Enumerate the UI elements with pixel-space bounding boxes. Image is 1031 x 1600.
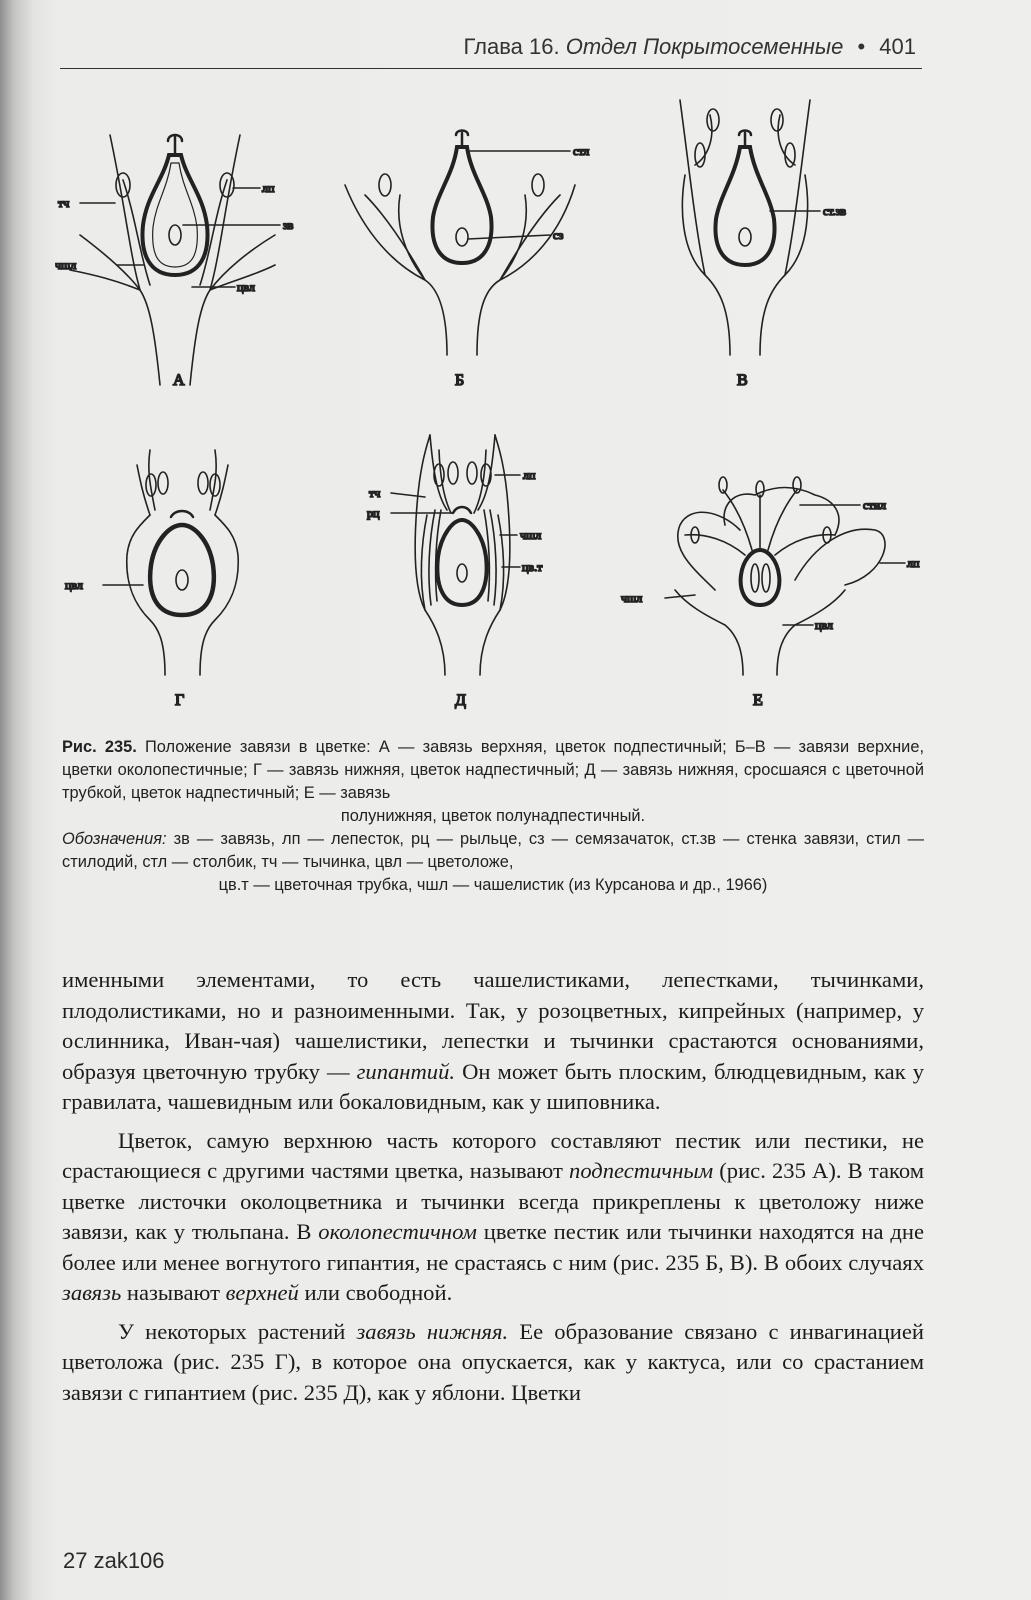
p1-text-a: именными элементами, то есть чашелистиками, лепестками, тычинками, плодолистиками, но и разноименными. Так, у розоцветных, кипрейных (например, у ослинника, Иван-чая) чашелистики, лепестки и тычинки срастаются основаниями, образуя цветочную трубку — xyxy=(62,967,924,1084)
printer-signature: 27 zak106 xyxy=(63,1548,165,1573)
p3-term: завязь нижняя. xyxy=(356,1318,509,1344)
panel-label-g: Г xyxy=(175,692,185,709)
panel-label-b: Б xyxy=(455,372,465,389)
flower-diagram-g xyxy=(65,450,238,709)
p2-term-2: околопестичном xyxy=(318,1219,477,1244)
label-tch-a: тч xyxy=(58,196,70,210)
label-zv-a: зв xyxy=(283,218,294,232)
label-chshl-d: чшл xyxy=(520,528,542,542)
panel-label-v: В xyxy=(737,372,748,389)
legend-text: зв — завязь, лп — лепесток, рц — рыльце, сз — семязачаток, ст.зв — стенка завязи, стил — стилодий, стл — столбик, тч — тычинка, цвл — цветоложе, xyxy=(62,830,924,871)
flower-diagram-a xyxy=(55,135,294,389)
legend-label: Обозначения: xyxy=(62,830,167,848)
p2-term-4: верхней xyxy=(225,1280,299,1305)
panel-label-e: Е xyxy=(753,692,763,709)
p2-text-d: называют xyxy=(121,1280,226,1305)
flower-diagram-v xyxy=(680,100,846,389)
panel-label-d: Д xyxy=(455,692,466,709)
caption-text: Положение завязи в цветке: А — завязь верхняя, цветок подпестичный; Б–В — завязи верхние, цветки околопестичные; Г — завязь нижняя, цветок надпестичный; Д — завязь нижняя, сросшаяся с цветочной трубкой, цветок надпестичный; Е — завязь xyxy=(62,738,925,802)
page-number: 401 xyxy=(879,34,916,59)
flower-diagram-b xyxy=(345,131,589,390)
label-stzv-v: ст.зв xyxy=(823,204,847,218)
label-rts-d: рц xyxy=(367,506,380,520)
label-tsvl-e: цвл xyxy=(815,618,833,632)
p2-text-b: (рис. 235 А). В таком цветке листочки околоцветника и тычинки всегда прикреплены к цветоложу ниже завязи, как у тюльпана. В xyxy=(62,1158,925,1244)
header-bullet: • xyxy=(857,34,866,59)
p2-text-e: или свободной. xyxy=(298,1280,453,1305)
p2-text-c: цветке пестик или тычинки находятся на дне более или менее вогнутого гипантия, не срастаясь с ним (рис. 235 Б, В). В обоих случаях xyxy=(62,1219,924,1275)
panel-label-a: А xyxy=(173,372,185,389)
p3-text-b: Ее образование связано с инвагинацией цветоложа (рис. 235 Г), в которое она опускается, как у кактуса, или со срастанием завязи с гипантием (рис. 235 Д), как у яблони. Цветки xyxy=(62,1318,924,1405)
label-tsvl-a: цвл xyxy=(237,280,255,294)
paragraph-2 xyxy=(62,1126,924,1309)
figure-number: Рис. 235. xyxy=(62,738,137,756)
p2-term-3: завязь xyxy=(62,1280,122,1305)
paragraph-1 xyxy=(62,965,924,1118)
flower-diagram-d xyxy=(367,435,543,709)
label-stl-b: стл xyxy=(573,144,590,158)
flower-diagram-e xyxy=(621,477,920,709)
p2-text-a: Цветок, самую верхнюю часть которого составляют пестик или пестики, не срастающиеся с другими частями цветка, называют xyxy=(62,1127,924,1183)
chapter-number: Глава 16. xyxy=(463,34,560,59)
label-lp-d: лп xyxy=(523,468,536,482)
chapter-title: Отдел Покрытосеменные xyxy=(565,34,844,59)
label-lp-a: лп xyxy=(262,181,275,195)
p2-term-1: подпестичным xyxy=(569,1158,714,1183)
label-tsvt-d: цв.т xyxy=(522,560,543,574)
caption-text-end: полунижняя, цветок полунадпестичный. xyxy=(340,807,646,825)
label-tch-d: тч xyxy=(369,486,381,500)
caption-legend xyxy=(62,828,924,874)
figure-235 xyxy=(55,85,935,725)
label-lp-e: лп xyxy=(907,556,920,570)
running-head xyxy=(60,28,922,69)
p3-text-a: У некоторых растений xyxy=(118,1318,357,1344)
paragraph-3 xyxy=(62,1317,924,1409)
figure-caption xyxy=(62,736,924,897)
caption-description xyxy=(62,736,924,805)
main-text xyxy=(62,965,924,1408)
p1-text-b: Он может быть плоским, блюдцевидным, как у гравилата, чашевидным или бокаловидным, как у шиповника. xyxy=(62,1058,924,1114)
label-sz-b: сз xyxy=(553,228,564,242)
legend-text-end: цв.т — цветочная трубка, чшл — чашелистик (из Курсанова и др., 1966) xyxy=(218,876,768,894)
label-stil-e: стил xyxy=(863,498,886,512)
label-chshl-e: чшл xyxy=(621,591,643,605)
p1-term: гипантий. xyxy=(356,1058,456,1084)
label-tsvl-g: цвл xyxy=(65,578,83,592)
label-chshl-a: чшл xyxy=(55,258,77,272)
